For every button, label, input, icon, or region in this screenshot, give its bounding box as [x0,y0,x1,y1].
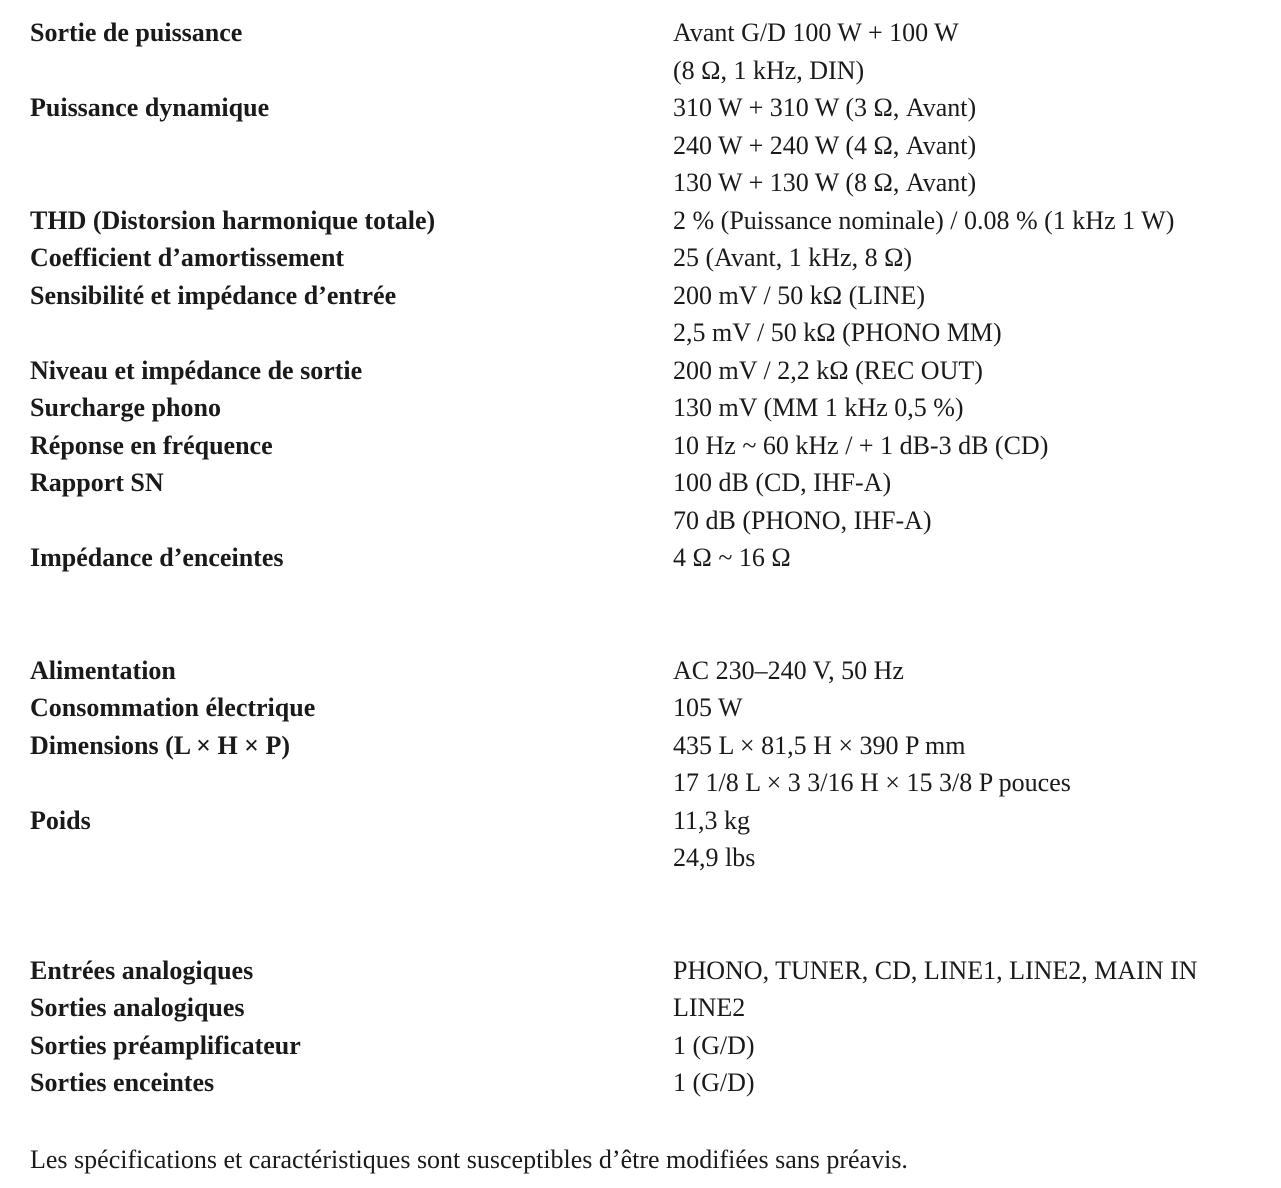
spec-section-connections [30,952,1270,1102]
spec-values [673,989,1270,1027]
spec-row [30,239,1270,277]
spec-label: Sorties préamplificateur [30,1030,301,1060]
spec-row [30,202,1270,240]
spec-row [30,727,1270,802]
spec-row [30,389,1270,427]
spec-row [30,689,1270,727]
spec-values [673,239,1270,277]
spec-value: 2 % (Puissance nominale) / 0.08 % (1 kHz 1 W) [673,205,1175,235]
spec-label: Sortie de puissance [30,18,243,47]
spec-row [30,89,1270,202]
spec-label: Rapport SN [30,468,164,497]
spec-label: Sensibilité et impédance d’entrée [30,280,397,310]
spec-label: Coefficient d’amortissement [30,243,345,272]
spec-label: Niveau et impédance de sortie [30,355,363,385]
spec-row [30,1027,1270,1065]
spec-value: Avant G/D 100 W + 100 W [673,18,959,47]
spec-value: 310 W + 310 W (3 Ω, Avant) [673,93,977,122]
spec-values [673,352,1270,390]
disclaimer-note: Les spécifications et caractéristiques sont susceptibles d’être modifiées sans préavis. [30,1145,908,1174]
spec-value: 100 dB (CD, IHF-A) [673,468,892,497]
spec-row [30,952,1270,990]
spec-value: LINE2 [673,993,746,1022]
spec-values [673,89,1270,202]
spec-values [673,427,1270,465]
spec-row [30,352,1270,390]
spec-row [30,652,1270,690]
spec-section-general [30,652,1270,877]
spec-section-audio [30,14,1270,577]
spec-value: 240 W + 240 W (4 Ω, Avant) [673,130,977,160]
spec-row [30,277,1270,352]
spec-values [673,727,1270,802]
spec-values [673,689,1270,727]
spec-values [673,802,1270,877]
spec-label: Impédance d’enceintes [30,543,284,572]
spec-row [30,989,1270,1027]
spec-value: 70 dB (PHONO, IHF-A) [673,505,932,535]
spec-row [30,802,1270,877]
spec-value: 1 (G/D) [673,1030,755,1060]
spec-value: 11,3 kg [673,805,751,835]
spec-value: 1 (G/D) [673,1068,755,1097]
spec-label: THD (Distorsion harmonique totale) [30,205,436,235]
spec-values [673,389,1270,427]
spec-values [673,952,1270,990]
spec-value: 2,5 mV / 50 kΩ (PHONO MM) [673,318,1002,347]
spec-sheet [30,14,1270,1102]
spec-label: Entrées analogiques [30,955,254,985]
spec-value: AC 230–240 V, 50 Hz [673,655,904,685]
spec-value: 435 L × 81,5 H × 390 P mm [673,730,966,760]
spec-label: Puissance dynamique [30,93,270,122]
spec-row [30,1064,1270,1102]
spec-values [673,14,1270,89]
spec-value: 200 mV / 50 kΩ (LINE) [673,280,926,310]
spec-row [30,427,1270,465]
spec-row [30,14,1270,89]
spec-label: Consommation électrique [30,693,316,722]
spec-value: 24,9 lbs [673,843,756,872]
spec-row [30,464,1270,539]
spec-values [673,539,1270,577]
spec-label: Dimensions (L × H × P) [30,730,291,760]
spec-label: Réponse en fréquence [30,430,273,460]
spec-values [673,1064,1270,1102]
spec-value: 200 mV / 2,2 kΩ (REC OUT) [673,355,983,385]
spec-values [673,464,1270,539]
spec-label: Poids [30,805,91,835]
spec-label: Sorties analogiques [30,993,245,1022]
spec-value: 10 Hz ~ 60 kHz / + 1 dB-3 dB (CD) [673,430,1049,460]
spec-label: Surcharge phono [30,393,221,422]
spec-values [673,277,1270,352]
spec-row [30,539,1270,577]
spec-value: PHONO, TUNER, CD, LINE1, LINE2, MAIN IN [673,955,1198,985]
spec-value: 130 mV (MM 1 kHz 0,5 %) [673,393,964,422]
spec-label: Sorties enceintes [30,1068,215,1097]
spec-value: 25 (Avant, 1 kHz, 8 Ω) [673,243,913,272]
spec-value: 105 W [673,693,743,722]
spec-label: Alimentation [30,655,176,685]
spec-value: 4 Ω ~ 16 Ω [673,543,791,572]
spec-values [673,202,1270,240]
spec-values [673,652,1270,690]
spec-values [673,1027,1270,1065]
spec-value: 130 W + 130 W (8 Ω, Avant) [673,168,977,197]
spec-value: 17 1/8 L × 3 3/16 H × 15 3/8 P pouces [673,768,1071,797]
spec-value: (8 Ω, 1 kHz, DIN) [673,55,865,85]
